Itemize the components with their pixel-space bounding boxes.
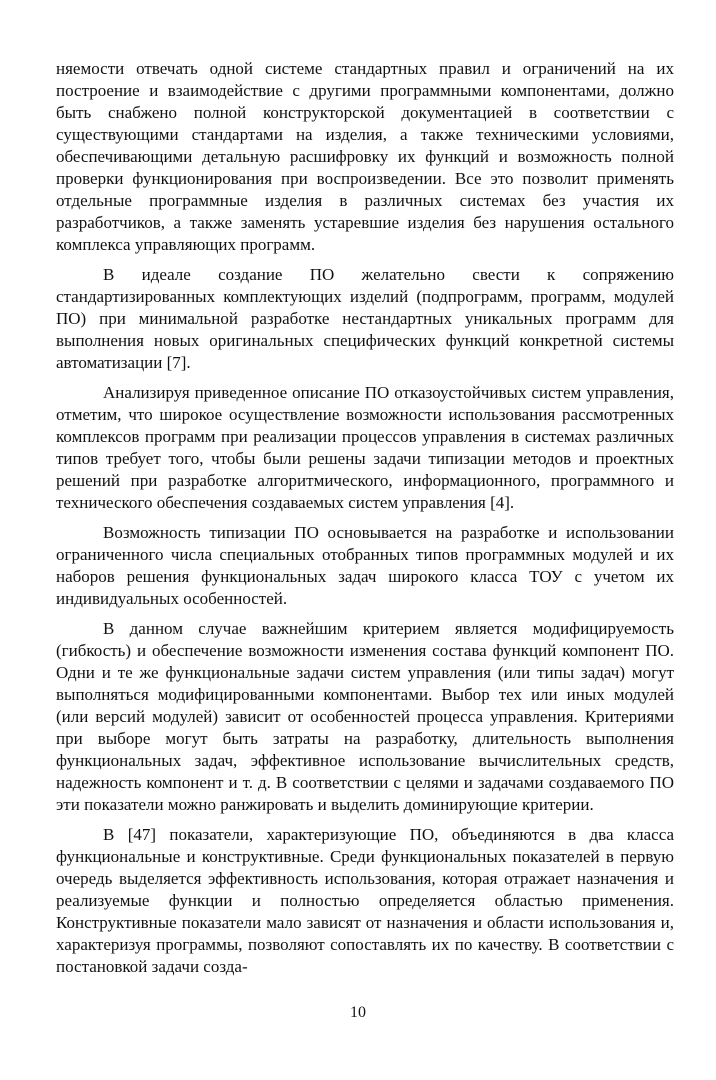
page-number: 10 <box>350 1004 366 1021</box>
paragraph-typification: Возможность типизации ПО основывается на разработке и использовании ограниченного числа специальных отобранных типов программных модулей и их наборов решения функциональных задач широкого класса ТОУ с учетом их индивидуальных особенностей. <box>56 523 674 608</box>
page-body <box>56 58 674 978</box>
paragraph-ideal-standardization: В идеале создание ПО желательно свести к сопряжению стандартизированных комплектующих изделий (подпрограмм, программ, модулей ПО) при минимальной разработке нестандартных уникальных программ для выполнения новых оригинальных специфических функций конкретной системы автоматизации [7]. <box>56 265 674 372</box>
paragraph-continuation: няемости отвечать одной системе стандартных правил и ограничений на их построение и взаимодействие с другими программными компонентами, должно быть снабжено полной конструкторской документацией в соответствии с существующими стандартами на изделия, а также техническими условиями, обеспечивающими детальную расшифровку их функций и возможность полной проверки функционирования при воспроизведении. Все это позволит применять отдельные программные изделия в различных системах без участия их разработчиков, а также заменять устаревшие изделия без нарушения остального комплекса управляющих программ. <box>56 59 674 254</box>
paragraph-fault-tolerant-analysis: Анализируя приведенное описание ПО отказоустойчивых систем управления, отметим, что широкое осуществление возможности использования рассмотренных комплексов программ при реализации процессов управления в системах различных типов требует того, чтобы были решены задачи типизации методов и проектных решений при разработке алгоритмического, информационного, программного и технического обеспечения создаваемых систем управления [4]. <box>56 383 674 512</box>
paragraph-indicator-classes: В [47] показатели, характеризующие ПО, объединяются в два класса функциональные и конструктивные. Среди функциональных показателей в первую очередь выделяется эффективность использования, которая отражает назначения и реализуемые функции и полностью определяется областью применения. Конструктивные показатели мало зависят от назначения и области использования и, характеризуя программы, позволяют сопоставлять их по качеству. В соответствии с постановкой задачи созда- <box>56 825 674 976</box>
paragraph-modifiability-criterion: В данном случае важнейшим критерием является модифицируемость (гибкость) и обеспечение возможности изменения состава функций компонент ПО. Одни и те же функциональные задачи систем управления (или типы задач) могут выполняться модифицированными компонентами. Выбор тех или иных модулей (или версий модулей) зависит от особенностей процесса управления. Критериями при выборе могут быть затраты на разработку, длительность выполнения функциональных задач, эффективное использование вычислительных средств, надежность компонент и т. д. В соответствии с целями и задачами создаваемого ПО эти показатели можно ранжировать и выделить доминирующие критерии. <box>56 619 674 814</box>
